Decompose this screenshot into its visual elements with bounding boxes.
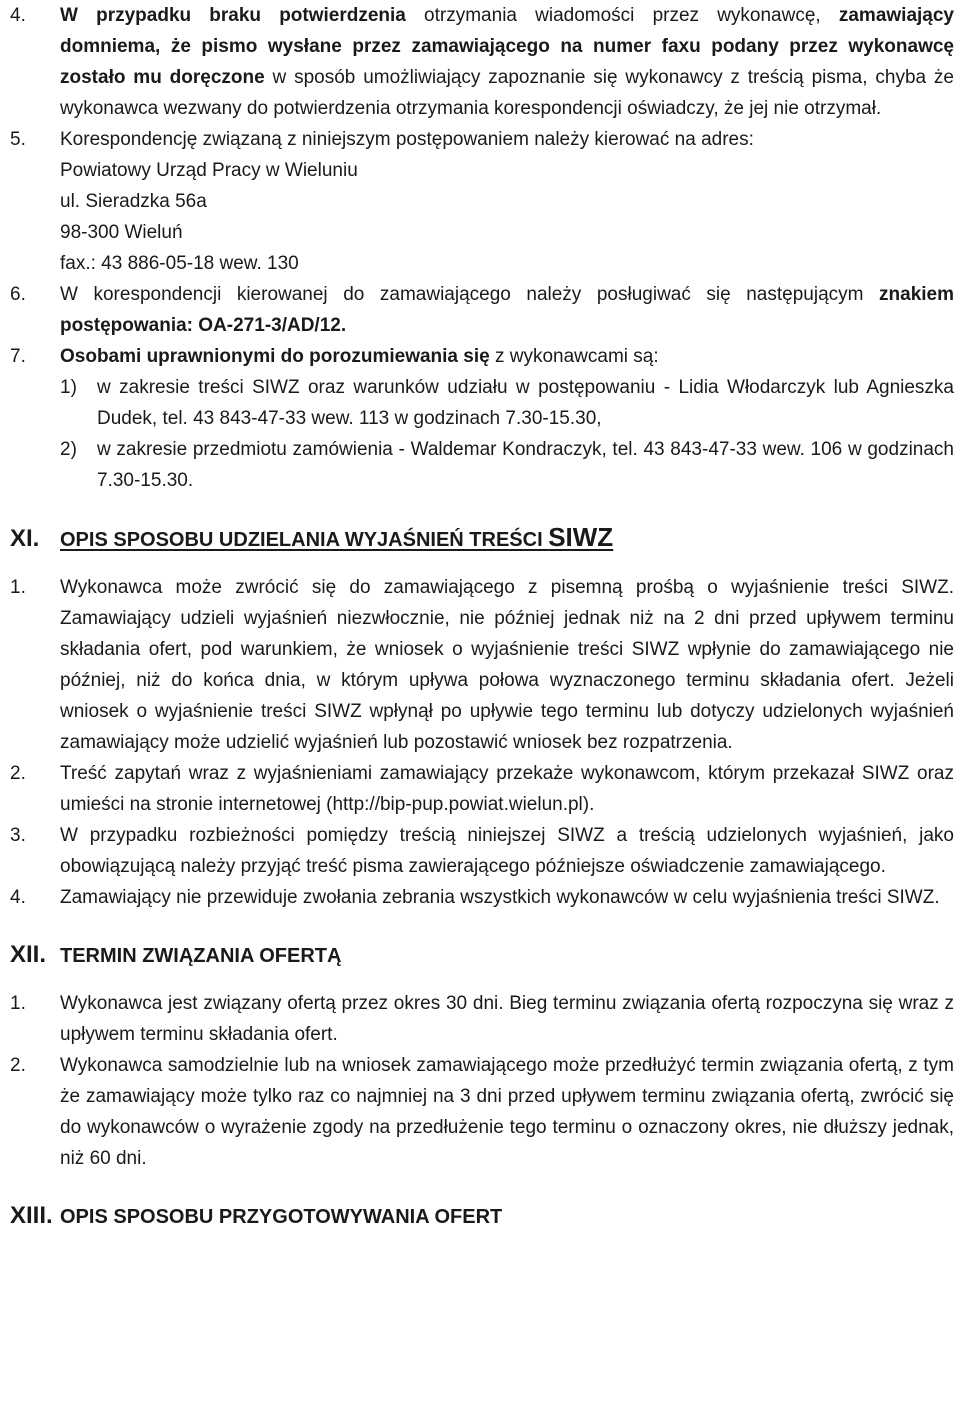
list-item [10,0,954,124]
list-item [10,988,954,1050]
list-item [10,279,954,341]
address-line: 98-300 Wieluń [60,222,183,243]
item-text [60,0,954,124]
list-item [10,820,954,882]
section-heading-xii [10,939,954,972]
sub-item-number: 1) [60,377,77,398]
plain-text: w sposób umożliwiający zapoznanie się wykonawcy z treścią pisma, chyba że wykonawca wezwany do potwierdzenia otrzymania korespondencji oświadczy, że jej nie otrzymał. [60,67,954,119]
item-text [60,279,954,341]
item-text [60,124,954,279]
bold-text: W przypadku braku potwierdzenia [60,5,406,26]
item-number: 1. [10,993,26,1014]
item-number: 6. [10,284,26,305]
item-text: Treść zapytań wraz z wyjaśnieniami zamawiający przekaże wykonawcom, którym przekazał SIWZ oraz umieści na stronie internetowej (http://bip-pup.powiat.wielun.pl). [60,763,954,815]
bold-text: Osobami uprawnionymi do porozumiewania się [60,346,490,367]
item-text [60,341,954,496]
item-number: 3. [10,825,26,846]
item-text: Wykonawca jest związany ofertą przez okres 30 dni. Bieg terminu związania ofertą rozpoczyna się wraz z upływem terminu składania ofert. [60,993,954,1045]
list-item [10,124,954,279]
item-number: 4. [10,887,26,908]
section-number: XI. [10,525,40,552]
list-item [10,572,954,758]
section-title [60,522,613,556]
item-number: 7. [10,346,26,367]
sub-item-text: w zakresie przedmiotu zamówienia - Waldemar Kondraczyk, tel. 43 843-47-33 wew. 106 w godzinach 7.30-15.30. [97,439,954,491]
item-text: Wykonawca samodzielnie lub na wniosek zamawiającego może przedłużyć termin związania ofertą, z tym że zamawiający może tylko raz co najmniej na 3 dni przed upływem terminu związania ofertą, zwrócić się do wykonawców o wyrażenie zgody na przedłużenie tego terminu o oznaczony okres, nie dłuższy jednak, niż 60 dni. [60,1055,954,1169]
section-number: XII. [10,941,47,968]
list-item [10,758,954,820]
section-title-text: OPIS SPOSOBU UDZIELANIA WYJAŚNIEŃ TREŚCI [60,529,549,551]
item-number: 4. [10,5,26,26]
sub-item [60,434,954,496]
section-number: XIII. [10,1202,53,1229]
item-text: Zamawiający nie przewiduje zwołania zebrania wszystkich wykonawców w celu wyjaśnienia treści SIWZ. [60,887,940,908]
item-text: Wykonawca może zwrócić się do zamawiającego z pisemną prośbą o wyjaśnienie treści SIWZ. Zamawiający udzieli wyjaśnień niezwłocznie, nie później jednak niż na 2 dni przed upływem terminu składania ofert, pod warunkiem, że wniosek o wyjaśnienie treści SIWZ wpłynie do zamawiającego nie później, niż do końca dnia, w którym upływa połowa wyznaczonego terminu składania ofert. Jeżeli wniosek o wyjaśnienie treści SIWZ wpłynął po upływie tego terminu lub dotyczy udzielonych wyjaśnień zamawiający może udzielić wyjaśnień lub pozostawić wniosek bez rozpatrzenia. [60,577,954,753]
item-number: 1. [10,577,26,598]
item-text: W przypadku rozbieżności pomiędzy treścią niniejszej SIWZ a treścią udzielonych wyjaśnień, jako obowiązującą należy przyjąć treść pisma zawierającego późniejsze oświadczenie zamawiającego. [60,825,954,877]
section-heading-xiii [10,1200,954,1233]
contacts-intro [60,341,954,372]
section-title-siwz: SIWZ [548,522,614,552]
list-item [10,341,954,496]
sub-item [60,372,954,434]
plain-text: otrzymania wiadomości przez wykonawcę, [405,5,839,26]
list-item [10,1050,954,1174]
sub-item-number: 2) [60,439,77,460]
address-line: Powiatowy Urząd Pracy w Wieluniu [60,160,358,181]
section-heading-xi [10,522,954,556]
plain-text: z wykonawcami są: [489,346,659,367]
item-number: 5. [10,129,26,150]
item-number: 2. [10,763,26,784]
section-title: TERMIN ZWIĄZANIA OFERTĄ [60,945,342,967]
address-line: ul. Sieradzka 56a [60,191,207,212]
fax-number: fax.: 43 886-05-18 wew. 130 [60,253,299,274]
sub-item-text: w zakresie treści SIWZ oraz warunków udziału w postępowaniu - Lidia Włodarczyk lub Agnieszka Dudek, tel. 43 843-47-33 wew. 113 w godzinach 7.30-15.30, [97,377,954,429]
bold-text: zamawiający domniema, że pismo wysłane przez zamawiającego na numer faxu podany przez wykonawcę zostało mu doręczone [60,5,954,88]
item-number: 2. [10,1055,26,1076]
section-title: OPIS SPOSOBU PRZYGOTOWYWANIA OFERT [60,1206,503,1228]
address-intro: Korespondencję związaną z niniejszym postępowaniem należy kierować na adres: [60,129,754,150]
plain-text: W korespondencji kierowanej do zamawiającego należy posługiwać się następującym [60,284,880,305]
case-reference: znakiem postępowania: OA-271-3/AD/12. [60,284,954,336]
list-item [10,882,954,913]
